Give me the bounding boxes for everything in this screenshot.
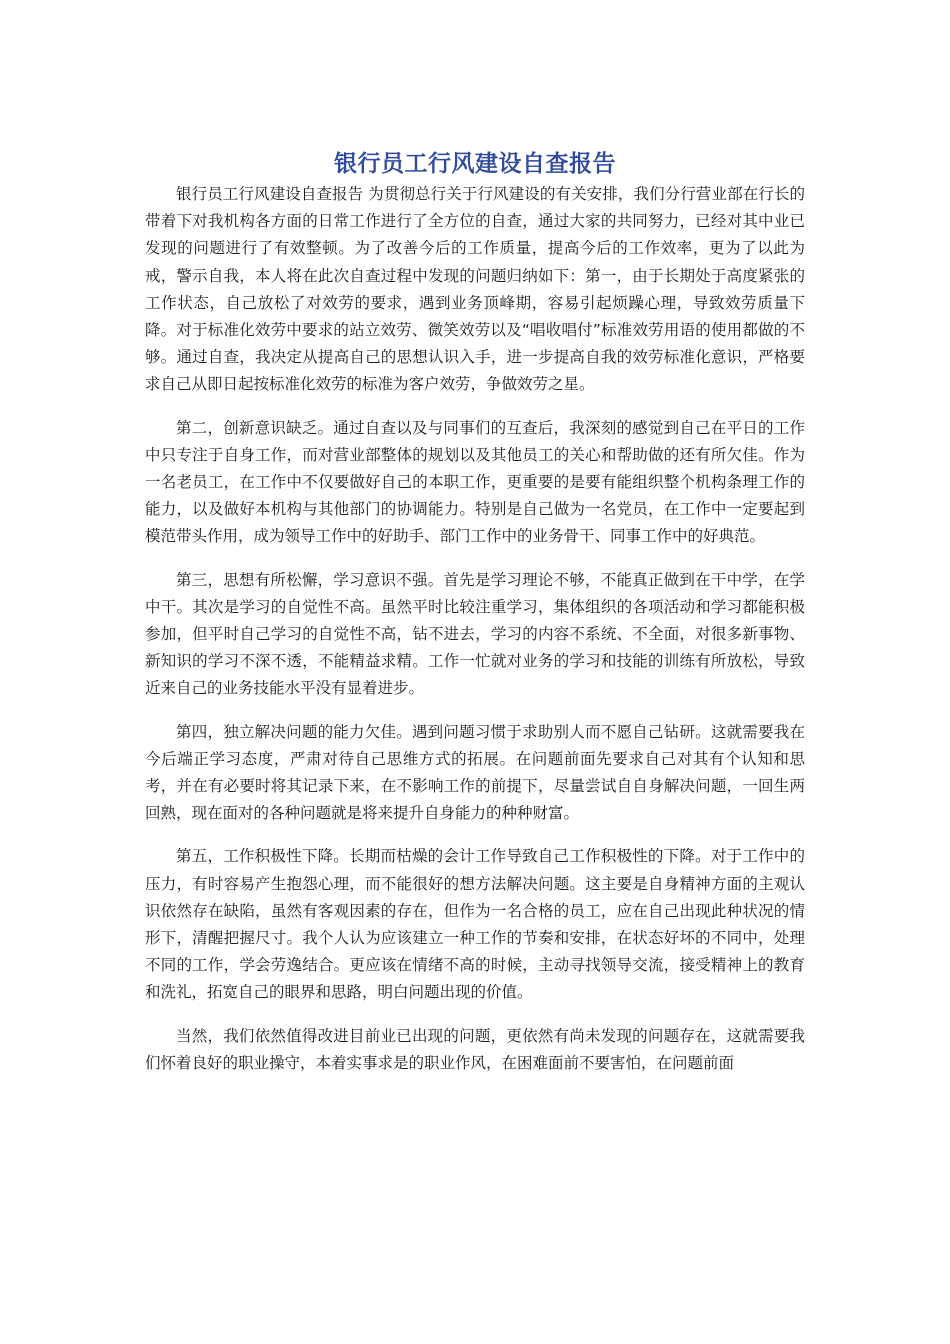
paragraph-intro-first: 银行员工行风建设自查报告 为贯彻总行关于行风建设的有关安排，我们分行营业部在行长的带着下对我机构各方面的日常工作进行了全方位的自查，通过大家的共同努力，已经对其中业已发现的问题进行了有效整顿。为了改善今后的工作质量，提高今后的工作效率，更为了以此为戒，警示自我，本人将在此次自查过程中发现的问题归纳如下：第一，由于长期处于高度紧张的工作状态，自己放松了对效劳的要求，遇到业务顶峰期，容易引起烦躁心理，导致效劳质量下降。对于标准化效劳中要求的站立效劳、微笑效劳以及“唱收唱付”标准效劳用语的使用都做的不够。通过自查，我决定从提高自己的思想认识入手，进一步提高自我的效劳标准化意识，严格要求自己从即日起按标准化效劳的标准为客户效劳，争做效劳之星。 <box>145 185 805 394</box>
paragraph-fourth: 第四，独立解决问题的能力欠佳。遇到问题习惯于求助别人而不愿自己钻研。这就需要我在今后端正学习态度，严肃对待自己思维方式的拓展。在问题前面先要求自己对其有个认知和思考，并在有必要时将其记录下来，在不影响工作的前提下，尽量尝试自自身解决问题，一回生两回熟，现在面对的各种问题就是将来提升自身能力的种种财富。 <box>145 722 805 823</box>
paragraph-conclusion: 当然，我们依然值得改进目前业已出现的问题，更依然有尚未发现的问题存在，这就需要我们怀着良好的职业操守，本着实事求是的职业作风，在困难面前不要害怕，在问题前面 <box>145 1026 805 1072</box>
paragraph-third: 第三，思想有所松懈，学习意识不强。首先是学习理论不够，不能真正做到在干中学，在学中干。其次是学习的自觉性不高。虽然平时比较注重学习，集体组织的各项活动和学习都能积极参加，但平时自己学习的自觉性不高，钻不进去，学习的内容不系统、不全面，对很多新事物、新知识的学习不深不透，不能精益求精。工作一忙就对业务的学习和技能的训练有所放松，导致近来自己的业务技能水平没有显着进步。 <box>145 570 805 698</box>
paragraph-second: 第二，创新意识缺乏。通过自查以及与同事们的互查后，我深刻的感觉到自己在平日的工作中只专注于自身工作，而对营业部整体的规划以及其他员工的关心和帮助做的还有所欠佳。作为一名老员工，在工作中不仅要做好自己的本职工作，更重要的是要有能组织整个机构条理工作的能力，以及做好本机构与其他部门的协调能力。特别是自己做为一名党员，在工作中一定要起到模范带头作用，成为领导工作中的好助手、部门工作中的业务骨干、同事工作中的好典范。 <box>145 418 805 546</box>
paragraph-fifth: 第五，工作积极性下降。长期而枯燥的会计工作导致自己工作积极性的下降。对于工作中的压力，有时容易产生抱怨心理，而不能很好的想方法解决问题。这主要是自身精神方面的主观认识依然存在缺陷，虽然有客观因素的存在，但作为一名合格的员工，应在自己出现此种状况的情形下，清醒把握尺寸。我个人认为应该建立一种工作的节奏和安排，在状态好坏的不同中，处理不同的工作，学会劳逸结合。更应该在情绪不高的时候，主动寻找领导交流，接受精神上的教育和洗礼，拓宽自己的眼界和思路，明白问题出现的价值。 <box>145 847 805 1002</box>
document-title: 银行员工行风建设自查报告 <box>334 151 616 178</box>
document-body <box>145 181 805 1093</box>
